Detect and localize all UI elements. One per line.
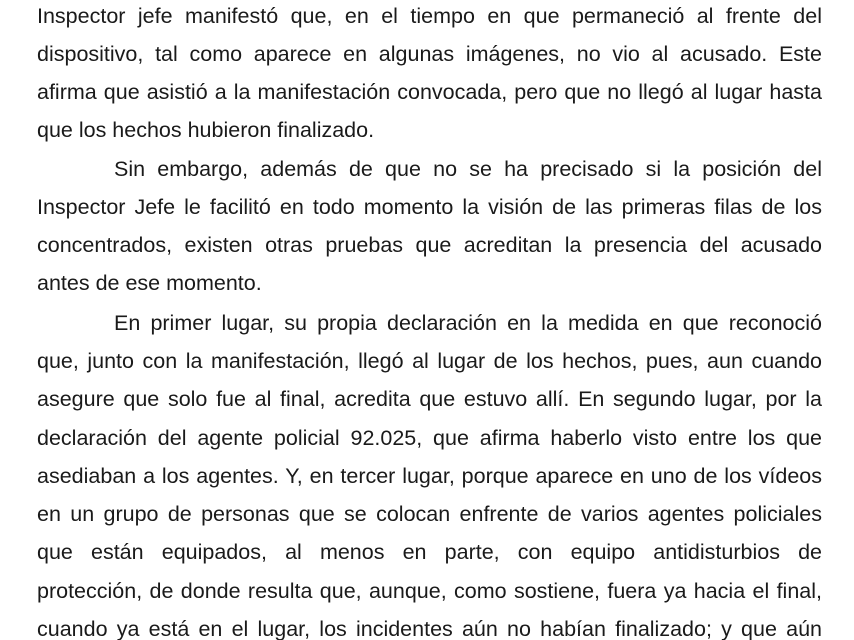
text-line: Inspector jefe manifestó que, en el tiempo en que permaneció al frente del xyxy=(37,4,822,28)
text-line: en un grupo de personas que se colocan enfrente de varios agentes policiales xyxy=(37,502,822,526)
text-line: que los hechos hubieron finalizado. xyxy=(37,118,375,142)
text-line: Sin embargo, además de que no se ha precisado si la posición del xyxy=(114,157,822,181)
text-line: declaración del agente policial 92.025, que afirma haberlo visto entre los que xyxy=(37,426,822,450)
text-line: que, junto con la manifestación, llegó al lugar de los hechos, pues, aun cuando xyxy=(37,349,822,373)
text-line: protección, de donde resulta que, aunque, como sostiene, fuera ya hacia el final, xyxy=(37,579,822,603)
text-line: concentrados, existen otras pruebas que acreditan la presencia del acusado xyxy=(37,233,822,257)
text-line: que están equipados, al menos en parte, con equipo antidisturbios de xyxy=(37,540,822,564)
text-line: cuando ya está en el lugar, los incidentes aún no habían finalizado; y que aún xyxy=(37,617,822,640)
text-line: Inspector Jefe le facilitó en todo momento la visión de las primeras filas de los xyxy=(37,195,822,219)
text-line: dispositivo, tal como aparece en algunas imágenes, no vio al acusado. Este xyxy=(37,42,822,66)
text-line: afirma que asistió a la manifestación convocada, pero que no llegó al lugar hasta xyxy=(37,80,822,104)
text-line: asediaban a los agentes. Y, en tercer lugar, porque aparece en uno de los vídeos xyxy=(37,464,822,488)
text-line: antes de ese momento. xyxy=(37,271,262,295)
text-line: asegure que solo fue al final, acredita que estuvo allí. En segundo lugar, por la xyxy=(37,387,822,411)
text-line: En primer lugar, su propia declaración en la medida en que reconoció xyxy=(114,311,822,335)
